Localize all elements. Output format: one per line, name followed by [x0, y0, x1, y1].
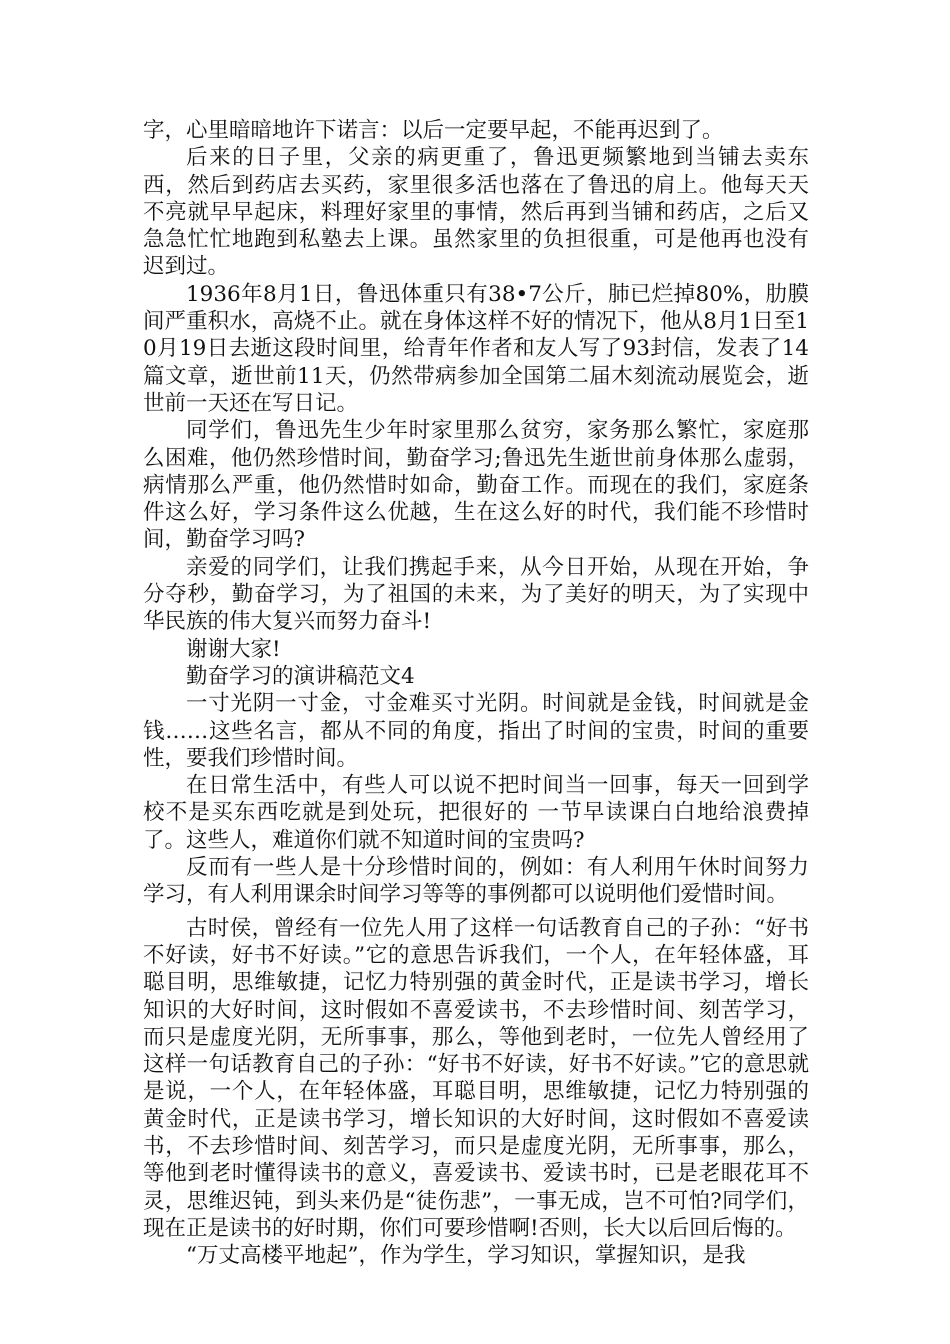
paragraph-daily-life: 在日常生活中，有些人可以说不把时间当一回事，每天一回到学校不是买东西吃就是到处玩，把很好的 一节早读课白白地给浪费掉了。这些人，难道你们就不知道时间的宝贵吗?: [143, 773, 809, 853]
paragraph-ancient-saying: 古时侯，曾经有一位先人用了这样一句话教育自己的子孙：“好书不好读，好书不好读。”它的意思告诉我们，一个人，在年轻体盛，耳聪目明，思维敏捷，记忆力特别强的黄金时代，正是读书学习，增长知识的大好时间，这时假如不喜爱读书，不去珍惜时间、刻苦学习，而只是虚度光阴，无所事事，那么，等他到老时，一位先人曾经用了这样一句话教育自己的子孙：“好书不好读，好书不好读。”它的意思就是说，一个人，在年轻体盛，耳聪目明，思维敏捷，记忆力特别强的黄金时代，正是读书学习，增长知识的大好时间，这时假如不喜爱读书，不去珍惜时间、刻苦学习，而只是虚度光阴，无所事事，那么，等他到老时懂得读书的意义，喜爱读书、爱读书时，已是老眼花耳不灵，思维迟钝，到头来仍是“徒伤悲”，一事无成，岂不可怕?同学们，现在正是读书的好时期，你们可要珍惜啊!否则，长大以后回后悔的。: [143, 915, 809, 1241]
paragraph-classmates: 同学们，鲁迅先生少年时家里那么贫穷，家务那么繁忙，家庭那么困难，他仍然珍惜时间，勤奋学习;鲁迅先生逝世前身体那么虚弱，病情那么严重，他仍然惜时如命，勤奋工作。而现在的我们，家庭条件这么好，学习条件这么优越，生在这么好的时代，我们能不珍惜时间，勤奋学习吗?: [143, 418, 809, 553]
paragraph-time-is-money: 一寸光阴一寸金，寸金难买寸光阴。时间就是金钱，时间就是金钱……这些名言，都从不同的角度，指出了时间的宝贵，时间的重要性，要我们珍惜时间。: [143, 691, 809, 771]
paragraph-cherish-time: 反而有一些人是十分珍惜时间的，例如：有人利用午休时间努力学习，有人利用课余时间学习等等的事例都可以说明他们爱惜时间。: [143, 855, 809, 908]
paragraph-high-building: “万丈高楼平地起”，作为学生，学习知识，掌握知识，是我: [186, 1243, 746, 1269]
paragraph-luxun-pawnshop: 后来的日子里，父亲的病更重了，鲁迅更频繁地到当铺去卖东西，然后到药店去买药，家里很多活也落在了鲁迅的肩上。他每天天不亮就早早起床，料理好家里的事情，然后再到当铺和药店，之后又急急忙忙地跑到私塾去上课。虽然家里的负担很重，可是他再也没有迟到过。: [143, 145, 809, 280]
section-heading: 勤奋学习的演讲稿范文4: [186, 663, 415, 689]
paragraph-call-to-action: 亲爱的同学们，让我们携起手来，从今日开始，从现在开始，争分夺秒，勤奋学习，为了祖国的未来，为了美好的明天，为了实现中华民族的伟大复兴而努力奋斗!: [143, 554, 809, 635]
paragraph-thanks: 谢谢大家!: [186, 636, 281, 662]
document-page: [143, 117, 809, 1269]
paragraph-continuation: 字，心里暗暗地许下诺言：以后一定要早起，不能再迟到了。: [143, 118, 724, 143]
paragraph-luxun-1936: 1936年8月1日，鲁迅体重只有38•7公斤，肺已烂掉80%，肋膜间严重积水，高烧不止。就在身体这样不好的情况下，他从8月1日至10月19日去逝这段时间里，给青年作者和友人写了93封信，发表了14篇文章，逝世前11天，仍然带病参加全国第二届木刻流动展览会，逝世前一天还在写日记。: [143, 281, 809, 416]
